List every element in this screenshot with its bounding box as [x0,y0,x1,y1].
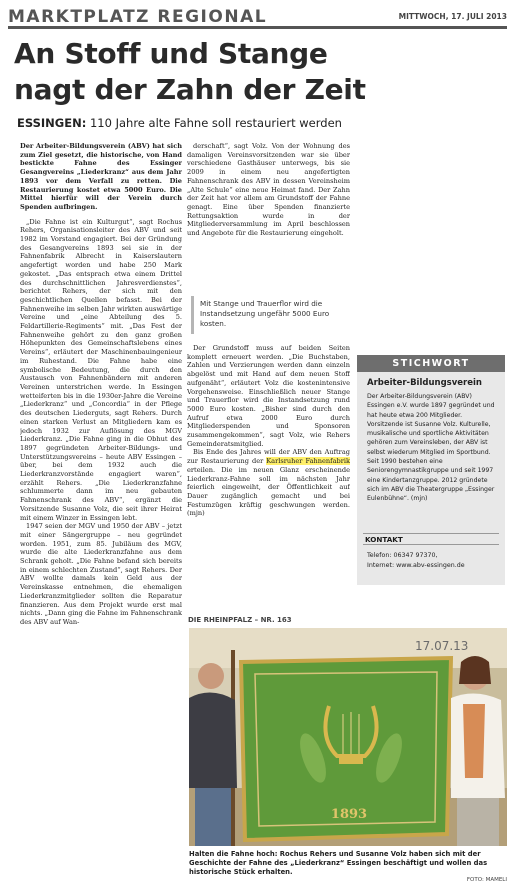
article-paragraph-final [187,448,350,518]
issue-date: MITTWOCH, 17. JULI 2013 [398,12,507,21]
infobox-body: Der Arbeiter-Bildungsverein (ABV) Essingen e.V. wurde 1897 gegründet und hat heute etwa 200 Mitglieder. Vorsitzende ist Susanne Volz. Kulturelle, musikalische und sportliche Aktivitäten gehören zum Vereinsleben, der ABV ist selbst wiederum Mitglied im Sportbund. Seit 1990 bestehen eine Seniorengymnastikgruppe und seit 1997 eine Kindertanzgruppe. 2012 gründete sich im ABV die Theatergruppe „Essinger Eulenbühne“. (mjn) [367,393,495,503]
kontakt-internet: Internet: www.abv-essingen.de [367,561,465,569]
article-column-1 [20,142,182,862]
photo-illustration [189,628,507,846]
infobox-tag: STICHWORT [357,355,505,372]
dateline-keyword: ESSINGEN: [17,116,87,130]
article-subheadline [17,116,497,130]
page-header [8,7,507,29]
stichwort-infobox [357,355,505,585]
article-paragraph: 1947 seien der MGV und 1950 der ABV – jetzt mit einer Sängergruppe – neu gegründet worden. 1951, zum 85. Jubiläum des MGV, wurde die alte Liederkranzfahne aus dem Schrank geholt. „Die Fahne befand sich bereits in einem schlechten Zustand“, sagt Rehers. Der ABV wollte damals kein Geld aus der Vereinskasse entnehmen, die ehemaligen Liederkranzmitglieder sollten die Reparatur finanzieren. Aus dem Projekt wurde erst mal nichts. „Dann ging die Fahne im Fahnenschrank des ABV auf Wan- [20,522,182,626]
kontakt-label: KONTAKT [363,533,499,545]
article-lead: Der Arbeiter-Bildungsverein (ABV) hat sich zum Ziel gesetzt, die historische, von Hand bestickte Fahne des Essinger Gesangvereins „Liederkranz“ aus dem Jahr 1893 vor dem Verfall zu retten. Die Restaurierung kostet etwa 5000 Euro. Die Mittel hierfür will der Verein durch Spenden aufbringen. [20,142,182,211]
pull-quote: Mit Stange und Trauerflor wird die Instandsetzung ungefähr 5000 Euro kosten. [191,296,341,334]
article-paragraph: Der Grundstoff muss auf beiden Seiten komplett erneuert werden. „Die Buchstaben, Zahlen und Verzierungen werden dann einzeln abgelöst und mit Hand auf dem neuen Stoff aufgenäht“, erläutert Volz die kostenintensive Vorgehensweise. Einschließlich neuer Stange und Trauerflor wird die Instandsetzung rund 5000 Euro kosten. „Bisher sind durch den Aufruf etwa 2000 Euro durch Mitgliederspenden und Sponsoren zusammengekommen“, sagt Volz, wie Rehers Gemeinderatsmitglied. [187,344,350,448]
headline-line-1: An Stoff und Stange [14,37,328,70]
photo-handwritten-date: 17.07.13 [415,639,469,653]
article-column-2-bottom [187,344,350,612]
flag-year: 1893 [330,807,368,822]
photo-credit: FOTO: MAMELI [466,877,507,883]
photo-caption: Halten die Fahne hoch: Rochus Rehers und Susanne Volz haben sich mit der Geschichte der Fahne des „Liederkranz“ Essingen beschäftigt und wollen das historische Stück erhalten. [189,850,488,876]
subheadline-text: 110 Jahre alte Fahne soll restauriert werden [89,116,342,130]
paragraph-text-end: erteilen. Die im neuen Glanz erscheinende Liederkranz-Fahne soll im nächsten Jahr feierlich eingeweiht, der Öffentlichkeit auf Dauer zugänglich gemacht und bei Festumzügen kräftig geschwungen werden. (mjn) [187,465,350,518]
paragraph-text-start: Bis Ende des Jahres will der ABV den Auftrag zur Restaurierung der [187,448,350,466]
section-title: MARKTPLATZ REGIONAL [8,7,268,27]
article-paragraph: derschaft“, sagt Volz. Von der Wohnung des damaligen Vereinsvorsitzenden war sie über verschiedene Gasthäuser unterwegs, bis sie 2009 in einem neu angefertigten Fahnenschrank des ABV in dessen Vereinsheim „Alte Schule“ eine neue Heimat fand. Der Zahn der Zeit hat vor allem am Grundstoff der Fahne genagt. Eine über Spenden finanzierte Rettungsaktion wurde in der Mitgliederversammlung im April beschlossen und Angebote für die Restaurierung eingeholt. [187,142,350,238]
article-headline [14,36,504,108]
kontakt-details [367,551,497,570]
kontakt-telefon: Telefon: 06347 97370, [367,552,438,559]
article-column-2-top [187,142,350,292]
headline-line-2: nagt der Zahn der Zeit [14,73,366,106]
highlighted-text: Karlsruher Fahnenfabrik [266,457,350,466]
article-photo [189,628,507,846]
infobox-title: Arbeiter-Bildungsverein [367,378,482,388]
newspaper-source: DIE RHEINPFALZ – NR. 163 [188,616,292,624]
article-paragraph: „Die Fahne ist ein Kulturgut“, sagt Rochus Rehers, Organisationsleiter des ABV und seit 1982 im Vorstand engagiert. Bei der Gründung des Gesangvereins 1893 sei sie in der Fahnenfabrik Albrecht in Kaiserslautern angefertigt worden und habe 250 Mark gekostet. „Das entsprach etwa einem Drittel des durchschnittlichen Jahresverdienstes“, berichtet Rehers, der sich mit den geschichtlichen Quellen befasst. Bei der Fahnenweihe im selben Jahr wirkten auswärtige Vereine und „eine Abteilung des 5. Feldartillerie-Regiments“ mit. „Das Fest der Fahnenweihe gehört zu den ganz großen Höhepunkten des Gemeinschaftslebens eines Vereins“, erläutert der Maschinenbauingenieur im Ruhestand. Die Fahne habe eine symbolische Bedeutung, die durch den Austausch von Fahnenbändern mit anderen Vereinen unterstrichen werde. In Essingen wetteiferten bis in die 1930er-Jahre die Vereine „Liederkranz“ und „Concordia“ in der Pflege des deutschen Liederguts, sagt Rehers. Durch einen starken Verlust an Mitgliedern kam es jedoch 1932 zur Auflösung des MGV Liederkranz. „Die Fahne ging in die Obhut des 1897 gegründeten Arbeiter-Bildungs- und Unterstützungsvereins – heute ABV Essingen – über, bei dem 1932 auch die Liederkranzvorstände engagiert waren“, erzählt Rehers. „Die Liederkranzfahne schlummerte dann im neu gebauten Fahnenschrank des ABV“, ergänzt die Vorsitzende Susanne Volz, die seit ihrer Heirat mit einem Winzer in Essingen lebt. [20,217,182,522]
